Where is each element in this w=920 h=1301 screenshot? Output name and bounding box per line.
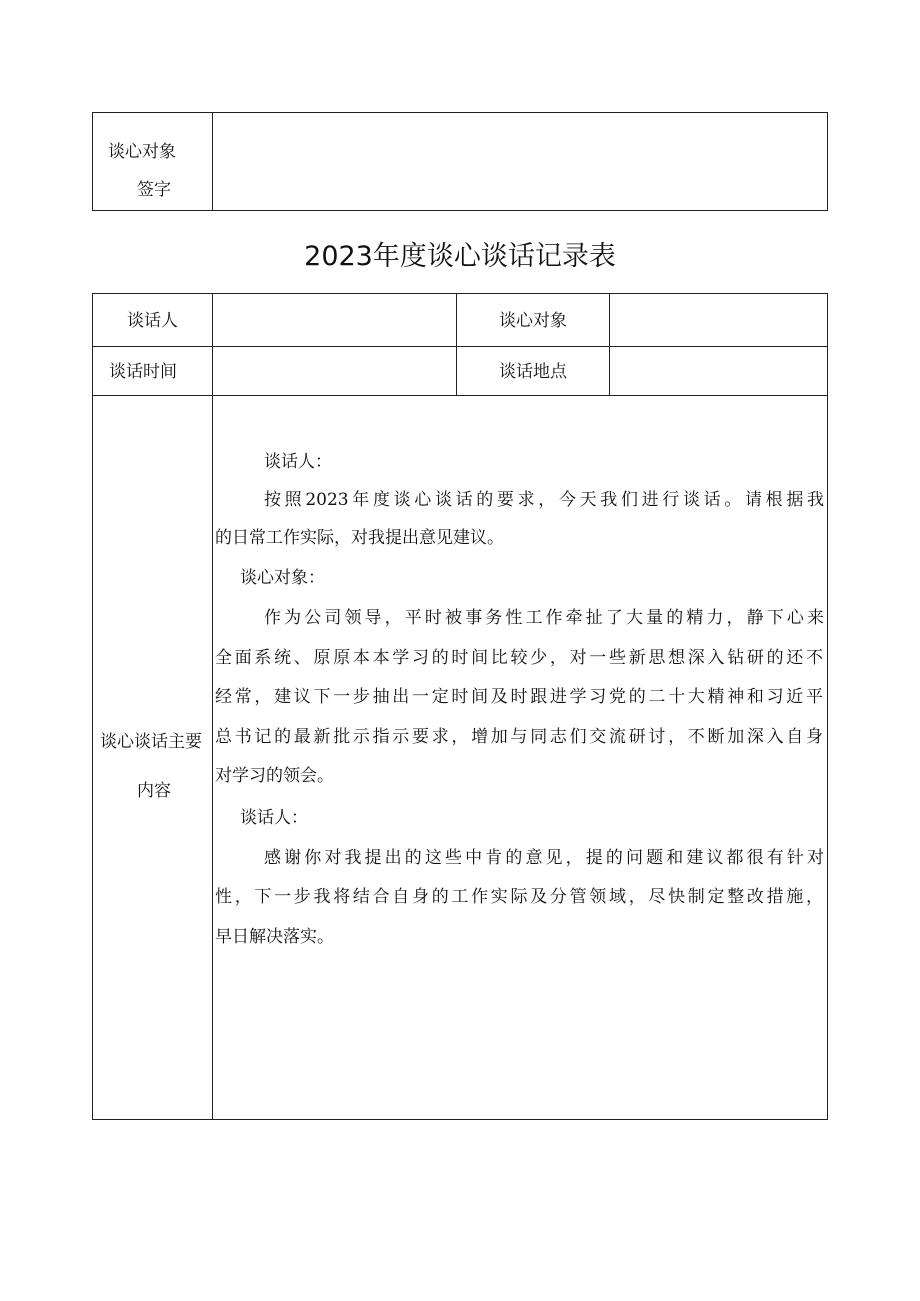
record-table-col-divider <box>609 293 610 396</box>
speaker-talker: 谈话人： <box>240 808 308 828</box>
time-label: 谈话时间 <box>109 362 177 382</box>
content-line: 总书记的最新批示指示要求，增加与同志们交流研讨，不断加深入自身 <box>215 727 823 747</box>
record-table-col-divider <box>212 293 213 1120</box>
talker-label: 谈话人 <box>127 311 178 331</box>
speaker-talker: 谈话人： <box>264 452 332 472</box>
signature-label-line1: 谈心对象 <box>108 142 176 162</box>
content-line: 全面系统、原原本本学习的时间比较少，对一些新思想深入钻研的还不 <box>215 648 823 668</box>
content-line: 按照2023年度谈心谈话的要求，今天我们进行谈话。请根据我 <box>264 490 824 510</box>
speaker-target: 谈心对象： <box>240 568 325 588</box>
content-line: 经常，建议下一步抽出一定时间及时跟进学习党的二十大精神和习近平 <box>215 687 823 707</box>
signature-table-divider <box>212 112 213 211</box>
content-line: 作为公司领导，平时被事务性工作牵扯了大量的精力，静下心来 <box>264 608 824 628</box>
record-table-row-divider <box>92 346 828 347</box>
content-line: 早日解决落实。 <box>215 927 334 947</box>
content-label-line2: 内容 <box>137 781 171 801</box>
target-value[interactable] <box>619 307 819 335</box>
content-line: 的日常工作实际，对我提出意见建议。 <box>215 528 504 548</box>
place-label: 谈话地点 <box>499 362 567 382</box>
content-line: 对学习的领会。 <box>215 766 334 786</box>
signature-value[interactable] <box>230 150 810 174</box>
time-value[interactable] <box>222 358 448 386</box>
target-label: 谈心对象 <box>499 311 567 331</box>
content-label-line1: 谈心谈话主要 <box>100 732 202 752</box>
page-title: 2023年度谈心谈话记录表 <box>304 241 616 272</box>
talker-value[interactable] <box>222 307 448 335</box>
record-table-row-divider <box>92 395 828 396</box>
place-value[interactable] <box>619 358 819 386</box>
content-line: 性，下一步我将结合自身的工作实际及分管领域，尽快制定整改措施， <box>215 887 823 907</box>
content-line: 感谢你对我提出的这些中肯的意见，提的问题和建议都很有针对 <box>264 848 824 868</box>
signature-label-line2: 签字 <box>137 180 171 200</box>
record-table-col-divider <box>456 293 457 396</box>
